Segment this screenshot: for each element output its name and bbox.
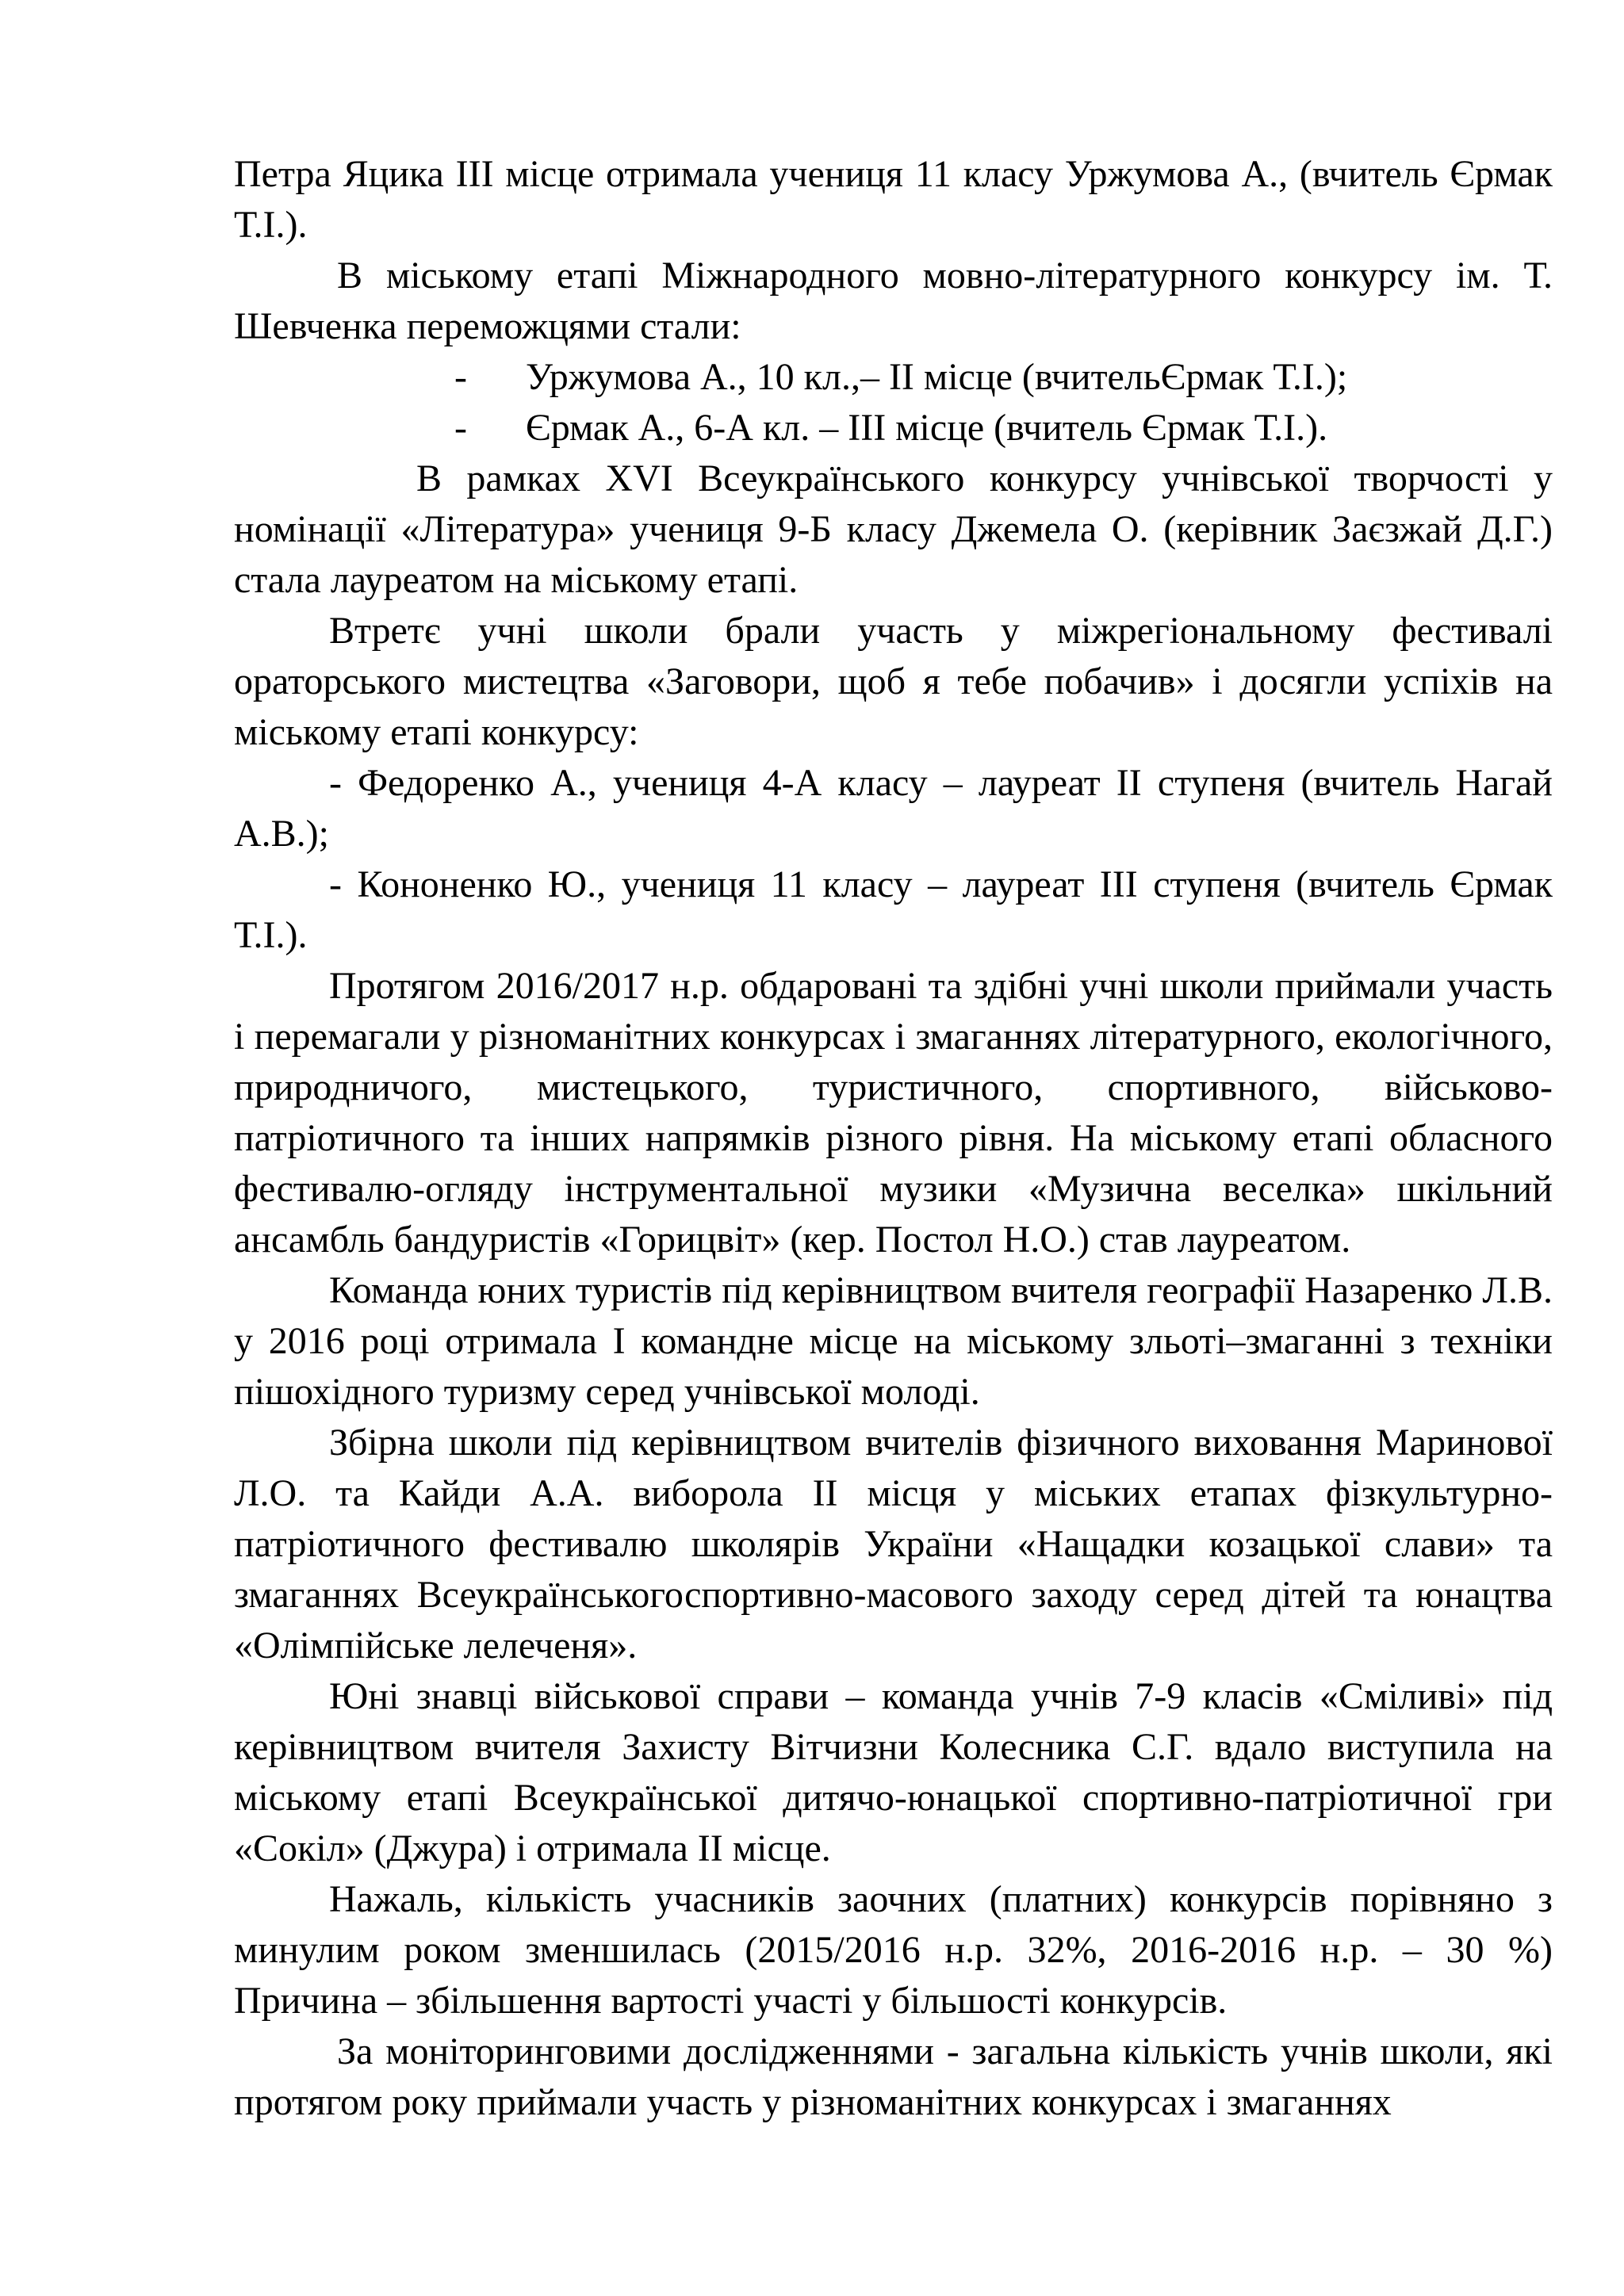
paragraph: Протягом 2016/2017 н.р. обдаровані та здібні учні школи приймали участь і перемагали у різноманітних конкурсах і змаганнях літературного, екологічного, природничого, мистецького, туристичного, спортивного, військово-патріотичного та інших напрямків різного рівня. На міському етапі обласного фестивалю-огляду інструментальної музики «Музична веселка» шкільний ансамбль бандуристів «Горицвіт» (кер. Постол Н.О.) став лауреатом. — [234, 965, 1553, 1261]
paragraph: Збірна школи під керівництвом вчителів фізичного виховання Маринової Л.О. та Кайди А.А. виборола ІІ місця у міських етапах фізкультурно-патріотичного фестивалю школярів України «Нащадки козацької слави» та змаганнях Всеукраїнськогоспортивно-масового заходу серед дітей та юнацтва «Олімпійське лелеченя». — [234, 1422, 1553, 1667]
paragraph: Нажаль, кількість учасників заочних (платних) конкурсів порівняно з минулим роком зменшилась (2015/2016 н.р. 32%, 2016-2016 н.р. – 30 %) Причина – збільшення вартості участі у більшості конкурсів. — [234, 1878, 1553, 2022]
paragraph: - Федоренко А., учениця 4-А класу – лауреат ІІ ступеня (вчитель Нагай А.В.); — [234, 762, 1553, 855]
paragraph: Юні знавці військової справи – команда учнів 7-9 класів «Сміливі» під керівництвом вчителя Захисту Вітчизни Колесника С.Г. вдало виступила на міському етапі Всеукраїнської дитячо-юнацької спортивно-патріотичної гри «Сокіл» (Джура) і отримала ІІ місце. — [234, 1675, 1553, 1869]
list-dash: - — [454, 356, 467, 398]
paragraph: За моніторинговими дослідженнями - загальна кількість учнів школи, які протягом року приймали участь у різноманітних конкурсах і змаганнях — [234, 2030, 1553, 2123]
paragraph: Втретє учні школи брали участь у міжрегіональному фестивалі ораторського мистецтва «Заговори, щоб я тебе побачив» і досягли успіхів на міському етапі конкурсу: — [234, 610, 1553, 753]
list-item-text: Єрмак А., 6-А кл. – ІІІ місце (вчитель Єрмак Т.І.). — [526, 407, 1328, 449]
paragraph: Петра Яцика ІІІ місце отримала учениця 11 класу Уржумова А., (вчитель Єрмак Т.І.). — [234, 153, 1553, 246]
paragraph: Команда юних туристів під керівництвом вчителя географії Назаренко Л.В. у 2016 році отримала І командне місце на міському зльоті–змаганні з техніки пішохідного туризму серед учнівської молоді. — [234, 1269, 1553, 1413]
list-item — [234, 352, 1553, 403]
paragraph: - Кононенко Ю., учениця 11 класу – лауреат ІІІ ступеня (вчитель Єрмак Т.І.). — [234, 863, 1553, 956]
list-dash: - — [454, 407, 467, 449]
list-item — [234, 403, 1553, 453]
document-body — [234, 149, 1553, 2128]
list-item-text: Уржумова А., 10 кл.,– ІІ місце (вчительЄрмак Т.І.); — [526, 356, 1348, 398]
paragraph: В рамках XVI Всеукраїнського конкурсу учнівської творчості у номінації «Література» учениця 9-Б класу Джемела О. (керівник Заєзжай Д.Г.) стала лауреатом на міському етапі. — [234, 457, 1553, 601]
paragraph: В міському етапі Міжнародного мовно-літературного конкурсу ім. Т. Шевченка переможцями стали: — [234, 254, 1553, 347]
